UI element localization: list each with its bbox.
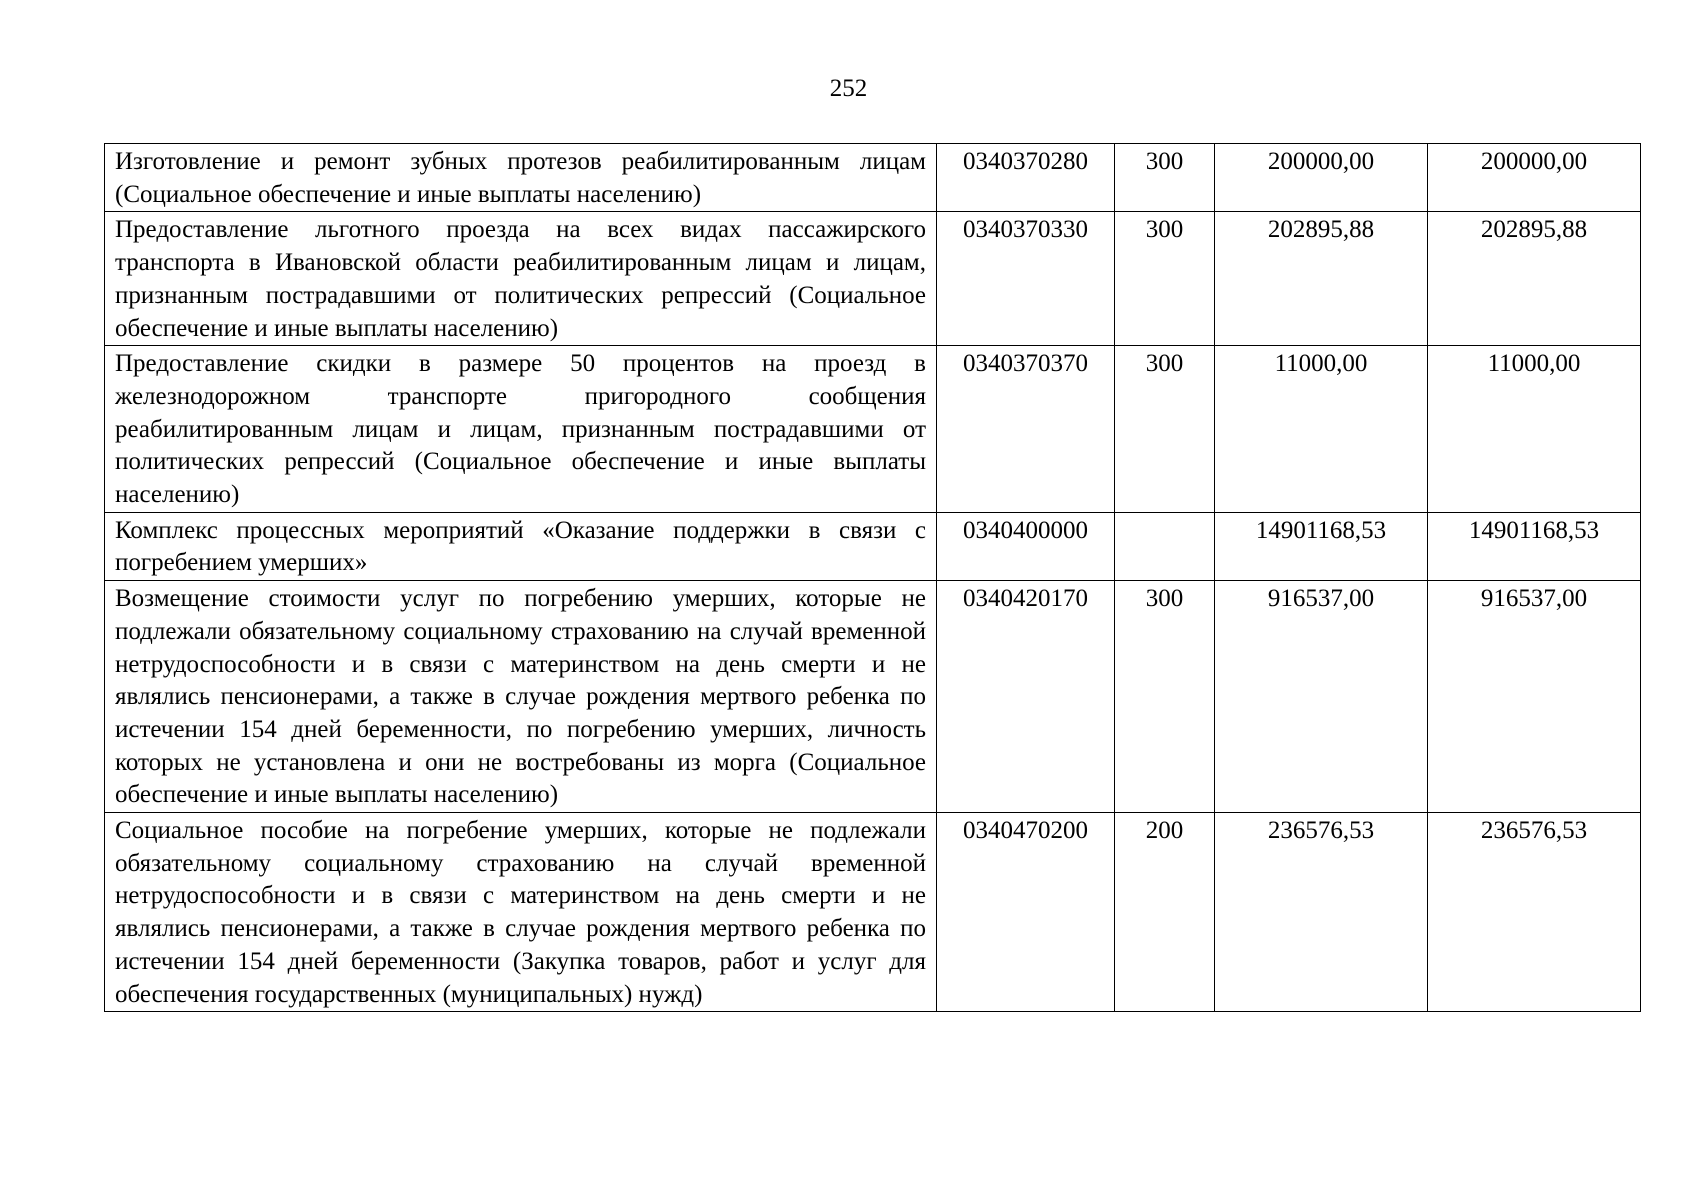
row-expense-type-cell: 300 bbox=[1115, 346, 1215, 513]
row-code-cell: 0340370370 bbox=[937, 346, 1115, 513]
table-row bbox=[105, 346, 1641, 513]
row-amount-year2-cell: 916537,00 bbox=[1428, 581, 1641, 813]
row-amount-year1-cell: 916537,00 bbox=[1215, 581, 1428, 813]
row-name-cell: Предоставление скидки в размере 50 процентов на проезд в железнодорожном транспорте пригородного сообщения реабилитированным лицам и лицам, признанным пострадавшими от политических репрессий (Социальное обеспечение и иные выплаты населению) bbox=[105, 346, 937, 513]
row-amount-year2-cell: 14901168,53 bbox=[1428, 512, 1641, 580]
page-number: 252 bbox=[829, 75, 868, 102]
row-name-cell: Предоставление льготного проезда на всех видах пассажирского транспорта в Ивановской области реабилитированным лицам и лицам, признанным пострадавшими от политических репрессий (Социальное обеспечение и иные выплаты населению) bbox=[105, 212, 937, 346]
row-code-cell: 0340400000 bbox=[937, 512, 1115, 580]
row-amount-year1-cell: 200000,00 bbox=[1215, 144, 1428, 212]
budget-table bbox=[104, 143, 1641, 1012]
row-amount-year1-cell: 202895,88 bbox=[1215, 212, 1428, 346]
row-code-cell: 0340470200 bbox=[937, 813, 1115, 1012]
row-amount-year2-cell: 11000,00 bbox=[1428, 346, 1641, 513]
row-amount-year1-cell: 236576,53 bbox=[1215, 813, 1428, 1012]
row-amount-year2-cell: 202895,88 bbox=[1428, 212, 1641, 346]
row-expense-type-cell: 300 bbox=[1115, 144, 1215, 212]
row-code-cell: 0340370330 bbox=[937, 212, 1115, 346]
row-expense-type-cell: 300 bbox=[1115, 212, 1215, 346]
row-name-cell: Изготовление и ремонт зубных протезов реабилитированным лицам (Социальное обеспечение и иные выплаты населению) bbox=[105, 144, 937, 212]
table-row bbox=[105, 212, 1641, 346]
row-expense-type-cell: 300 bbox=[1115, 581, 1215, 813]
row-name-cell: Социальное пособие на погребение умерших, которые не подлежали обязательному социальному страхованию на случай временной нетрудоспособности и в связи с материнством на день смерти и не являлись пенсионерами, а также в случае рождения мертвого ребенка по истечении 154 дней беременности (Закупка товаров, работ и услуг для обеспечения государственных (муниципальных) нужд) bbox=[105, 813, 937, 1012]
row-expense-type-cell: 200 bbox=[1115, 813, 1215, 1012]
row-name-cell: Комплекс процессных мероприятий «Оказание поддержки в связи с погребением умерших» bbox=[105, 512, 937, 580]
row-code-cell: 0340420170 bbox=[937, 581, 1115, 813]
row-code-cell: 0340370280 bbox=[937, 144, 1115, 212]
row-amount-year2-cell: 236576,53 bbox=[1428, 813, 1641, 1012]
row-amount-year1-cell: 11000,00 bbox=[1215, 346, 1428, 513]
table-row bbox=[105, 512, 1641, 580]
row-name-cell: Возмещение стоимости услуг по погребению умерших, которые не подлежали обязательному социальному страхованию на случай временной нетрудоспособности и в связи с материнством на день смерти и не являлись пенсионерами, а также в случае рождения мертвого ребенка по истечении 154 дней беременности, по погребению умерших, личность которых не установлена и они не востребованы из морга (Социальное обеспечение и иные выплаты населению) bbox=[105, 581, 937, 813]
table-row bbox=[105, 144, 1641, 212]
table-row bbox=[105, 581, 1641, 813]
row-amount-year1-cell: 14901168,53 bbox=[1215, 512, 1428, 580]
row-amount-year2-cell: 200000,00 bbox=[1428, 144, 1641, 212]
table-row bbox=[105, 813, 1641, 1012]
row-expense-type-cell bbox=[1115, 512, 1215, 580]
